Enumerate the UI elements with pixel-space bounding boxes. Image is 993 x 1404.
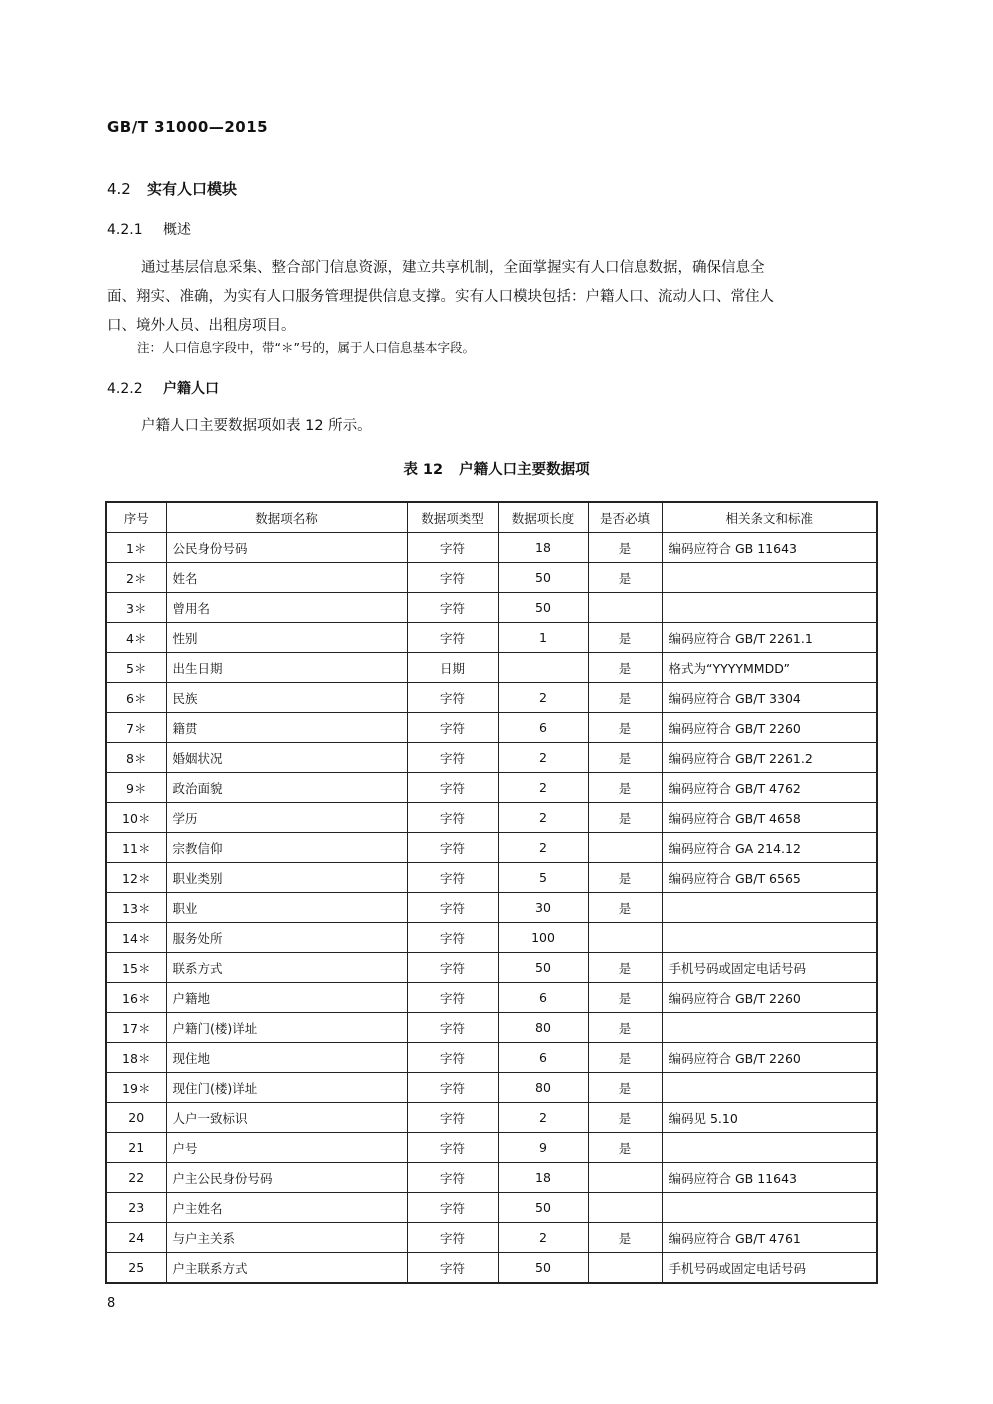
cell-item-type: 字符 [407, 1163, 498, 1193]
cell-required: 是 [588, 953, 662, 983]
cell-seq: 15＊ [106, 953, 166, 983]
cell-standard [662, 893, 877, 923]
cell-seq: 2＊ [106, 563, 166, 593]
cell-item-name: 户籍地 [166, 983, 407, 1013]
cell-item-length: 2 [498, 743, 588, 773]
header-standard: 相关条文和标准 [662, 502, 877, 533]
cell-required: 是 [588, 1223, 662, 1253]
cell-item-type: 字符 [407, 1223, 498, 1253]
cell-seq: 11＊ [106, 833, 166, 863]
cell-required: 是 [588, 1043, 662, 1073]
cell-item-type: 字符 [407, 713, 498, 743]
cell-item-type: 字符 [407, 1043, 498, 1073]
table-row [106, 1043, 877, 1073]
cell-item-name: 姓名 [166, 563, 407, 593]
table-row [106, 1163, 877, 1193]
cell-item-name: 联系方式 [166, 953, 407, 983]
cell-standard: 编码应符合 GA 214.12 [662, 833, 877, 863]
cell-item-type: 字符 [407, 953, 498, 983]
table-row [106, 1193, 877, 1223]
table-row [106, 833, 877, 863]
table-row [106, 773, 877, 803]
subsection-heading-registered [107, 378, 219, 398]
cell-item-name: 籍贯 [166, 713, 407, 743]
section-title: 实有人口模块 [147, 180, 238, 198]
cell-required: 是 [588, 1103, 662, 1133]
cell-standard: 编码应符合 GB/T 4761 [662, 1223, 877, 1253]
cell-required [588, 1193, 662, 1223]
cell-required: 是 [588, 893, 662, 923]
header-item-length: 数据项长度 [498, 502, 588, 533]
cell-standard: 编码应符合 GB/T 2260 [662, 1043, 877, 1073]
cell-standard: 编码见 5.10 [662, 1103, 877, 1133]
table-row [106, 683, 877, 713]
cell-item-length: 80 [498, 1073, 588, 1103]
cell-item-name: 民族 [166, 683, 407, 713]
section-number: 4.2 [107, 180, 131, 198]
table-row [106, 1133, 877, 1163]
cell-item-type: 字符 [407, 743, 498, 773]
cell-item-name: 宗教信仰 [166, 833, 407, 863]
cell-standard: 编码应符合 GB 11643 [662, 1163, 877, 1193]
cell-standard: 编码应符合 GB/T 2260 [662, 713, 877, 743]
cell-required: 是 [588, 1013, 662, 1043]
cell-item-length: 50 [498, 1253, 588, 1284]
cell-item-type: 字符 [407, 593, 498, 623]
cell-item-name: 人户一致标识 [166, 1103, 407, 1133]
subsection-number: 4.2.2 [107, 381, 143, 397]
cell-item-type: 字符 [407, 773, 498, 803]
cell-standard: 编码应符合 GB/T 2260 [662, 983, 877, 1013]
cell-standard [662, 1133, 877, 1163]
table-row [106, 893, 877, 923]
cell-required: 是 [588, 563, 662, 593]
overview-line-2: 面、翔实、准确，为实有人口服务管理提供信息支撑。实有人口模块包括：户籍人口、流动人口、常住人 [107, 289, 774, 305]
cell-standard [662, 593, 877, 623]
cell-item-length: 50 [498, 563, 588, 593]
cell-item-length: 50 [498, 953, 588, 983]
cell-seq: 14＊ [106, 923, 166, 953]
cell-standard [662, 563, 877, 593]
cell-standard [662, 1013, 877, 1043]
cell-item-name: 现住门(楼)详址 [166, 1073, 407, 1103]
cell-required: 是 [588, 803, 662, 833]
cell-seq: 16＊ [106, 983, 166, 1013]
table-row [106, 593, 877, 623]
table-row [106, 1013, 877, 1043]
table-row [106, 923, 877, 953]
table-row [106, 743, 877, 773]
cell-required [588, 593, 662, 623]
cell-required: 是 [588, 1073, 662, 1103]
cell-seq: 3＊ [106, 593, 166, 623]
cell-seq: 22 [106, 1163, 166, 1193]
cell-required: 是 [588, 623, 662, 653]
cell-item-length: 6 [498, 713, 588, 743]
header-required: 是否必填 [588, 502, 662, 533]
cell-item-length: 9 [498, 1133, 588, 1163]
table-row [106, 1253, 877, 1284]
cell-seq: 13＊ [106, 893, 166, 923]
cell-item-length: 50 [498, 1193, 588, 1223]
cell-item-name: 户籍门(楼)详址 [166, 1013, 407, 1043]
cell-item-length: 1 [498, 623, 588, 653]
table-header-row [106, 502, 877, 533]
overview-line-1: 通过基层信息采集、整合部门信息资源，建立共享机制，全面掌握实有人口信息数据，确保信息全 [141, 260, 765, 276]
cell-standard: 编码应符合 GB/T 4762 [662, 773, 877, 803]
cell-item-name: 学历 [166, 803, 407, 833]
cell-standard: 编码应符合 GB 11643 [662, 533, 877, 563]
cell-item-length: 6 [498, 983, 588, 1013]
cell-required: 是 [588, 863, 662, 893]
cell-item-length: 2 [498, 1103, 588, 1133]
table-caption-number: 表 12 [403, 462, 444, 478]
cell-item-length: 18 [498, 1163, 588, 1193]
cell-item-type: 字符 [407, 923, 498, 953]
cell-item-length: 2 [498, 1223, 588, 1253]
page-number: 8 [107, 1296, 116, 1311]
cell-item-length: 100 [498, 923, 588, 953]
cell-seq: 23 [106, 1193, 166, 1223]
cell-item-name: 出生日期 [166, 653, 407, 683]
table-row [106, 863, 877, 893]
cell-standard: 手机号码或固定电话号码 [662, 953, 877, 983]
cell-standard: 编码应符合 GB/T 3304 [662, 683, 877, 713]
cell-seq: 20 [106, 1103, 166, 1133]
cell-item-name: 政治面貌 [166, 773, 407, 803]
cell-required: 是 [588, 713, 662, 743]
cell-item-length [498, 653, 588, 683]
cell-required: 是 [588, 773, 662, 803]
section-heading [107, 178, 237, 199]
subsection-heading-overview [107, 219, 191, 239]
cell-seq: 6＊ [106, 683, 166, 713]
cell-seq: 8＊ [106, 743, 166, 773]
subsection-number: 4.2.1 [107, 222, 143, 238]
cell-item-name: 户号 [166, 1133, 407, 1163]
table-caption [0, 458, 993, 479]
cell-seq: 5＊ [106, 653, 166, 683]
cell-required: 是 [588, 653, 662, 683]
cell-seq: 19＊ [106, 1073, 166, 1103]
cell-item-type: 字符 [407, 623, 498, 653]
cell-item-type: 字符 [407, 803, 498, 833]
cell-item-name: 与户主关系 [166, 1223, 407, 1253]
cell-item-name: 职业类别 [166, 863, 407, 893]
cell-seq: 1＊ [106, 533, 166, 563]
cell-seq: 18＊ [106, 1043, 166, 1073]
cell-seq: 4＊ [106, 623, 166, 653]
cell-item-type: 字符 [407, 1103, 498, 1133]
cell-item-type: 字符 [407, 1013, 498, 1043]
table-row [106, 1073, 877, 1103]
header-seq: 序号 [106, 502, 166, 533]
cell-item-name: 婚姻状况 [166, 743, 407, 773]
cell-standard: 手机号码或固定电话号码 [662, 1253, 877, 1284]
cell-item-type: 字符 [407, 833, 498, 863]
cell-item-name: 服务处所 [166, 923, 407, 953]
cell-item-type: 字符 [407, 1253, 498, 1284]
cell-item-type: 字符 [407, 563, 498, 593]
note: 注：人口信息字段中，带“＊”号的，属于人口信息基本字段。 [137, 340, 475, 355]
table-row [106, 983, 877, 1013]
table-row [106, 713, 877, 743]
header-item-name: 数据项名称 [166, 502, 407, 533]
table-row [106, 563, 877, 593]
cell-item-name: 性别 [166, 623, 407, 653]
cell-required [588, 923, 662, 953]
cell-required: 是 [588, 1133, 662, 1163]
cell-item-length: 50 [498, 593, 588, 623]
cell-item-type: 字符 [407, 533, 498, 563]
cell-standard [662, 923, 877, 953]
cell-item-name: 户主姓名 [166, 1193, 407, 1223]
table-row [106, 533, 877, 563]
cell-required: 是 [588, 683, 662, 713]
cell-item-type: 字符 [407, 1073, 498, 1103]
cell-seq: 24 [106, 1223, 166, 1253]
overview-line-3: 口、境外人员、出租房项目。 [107, 318, 296, 334]
cell-required: 是 [588, 983, 662, 1013]
cell-item-type: 字符 [407, 1133, 498, 1163]
table-row [106, 1223, 877, 1253]
cell-item-length: 80 [498, 1013, 588, 1043]
cell-standard: 编码应符合 GB/T 2261.1 [662, 623, 877, 653]
cell-item-type: 字符 [407, 983, 498, 1013]
header-item-type: 数据项类型 [407, 502, 498, 533]
table-row [106, 653, 877, 683]
cell-seq: 10＊ [106, 803, 166, 833]
cell-item-type: 字符 [407, 893, 498, 923]
cell-standard: 编码应符合 GB/T 2261.2 [662, 743, 877, 773]
cell-item-length: 2 [498, 833, 588, 863]
cell-seq: 9＊ [106, 773, 166, 803]
cell-item-name: 公民身份号码 [166, 533, 407, 563]
cell-item-length: 2 [498, 773, 588, 803]
cell-required [588, 1163, 662, 1193]
cell-item-name: 户主联系方式 [166, 1253, 407, 1284]
table-row [106, 1103, 877, 1133]
cell-item-length: 6 [498, 1043, 588, 1073]
cell-item-length: 2 [498, 683, 588, 713]
cell-item-length: 18 [498, 533, 588, 563]
table-row [106, 953, 877, 983]
table-intro: 户籍人口主要数据项如表 12 所示。 [141, 418, 372, 434]
cell-required: 是 [588, 743, 662, 773]
cell-item-name: 户主公民身份号码 [166, 1163, 407, 1193]
cell-seq: 21 [106, 1133, 166, 1163]
cell-required: 是 [588, 533, 662, 563]
subsection-title: 概述 [163, 222, 191, 238]
subsection-title: 户籍人口 [163, 381, 219, 397]
cell-seq: 12＊ [106, 863, 166, 893]
cell-item-length: 30 [498, 893, 588, 923]
cell-item-name: 职业 [166, 893, 407, 923]
cell-item-name: 曾用名 [166, 593, 407, 623]
cell-seq: 25 [106, 1253, 166, 1284]
cell-item-name: 现住地 [166, 1043, 407, 1073]
cell-item-type: 字符 [407, 863, 498, 893]
cell-standard [662, 1073, 877, 1103]
cell-item-type: 日期 [407, 653, 498, 683]
cell-standard: 格式为“YYYYMMDD” [662, 653, 877, 683]
cell-seq: 7＊ [106, 713, 166, 743]
cell-item-type: 字符 [407, 683, 498, 713]
cell-item-type: 字符 [407, 1193, 498, 1223]
table-caption-title: 户籍人口主要数据项 [459, 462, 590, 478]
document-code: GB/T 31000—2015 [107, 118, 269, 136]
cell-seq: 17＊ [106, 1013, 166, 1043]
cell-standard: 编码应符合 GB/T 6565 [662, 863, 877, 893]
table-row [106, 803, 877, 833]
data-items-table [105, 501, 878, 1284]
table-row [106, 623, 877, 653]
cell-required [588, 833, 662, 863]
cell-required [588, 1253, 662, 1284]
cell-item-length: 2 [498, 803, 588, 833]
cell-standard: 编码应符合 GB/T 4658 [662, 803, 877, 833]
cell-item-length: 5 [498, 863, 588, 893]
cell-standard [662, 1193, 877, 1223]
